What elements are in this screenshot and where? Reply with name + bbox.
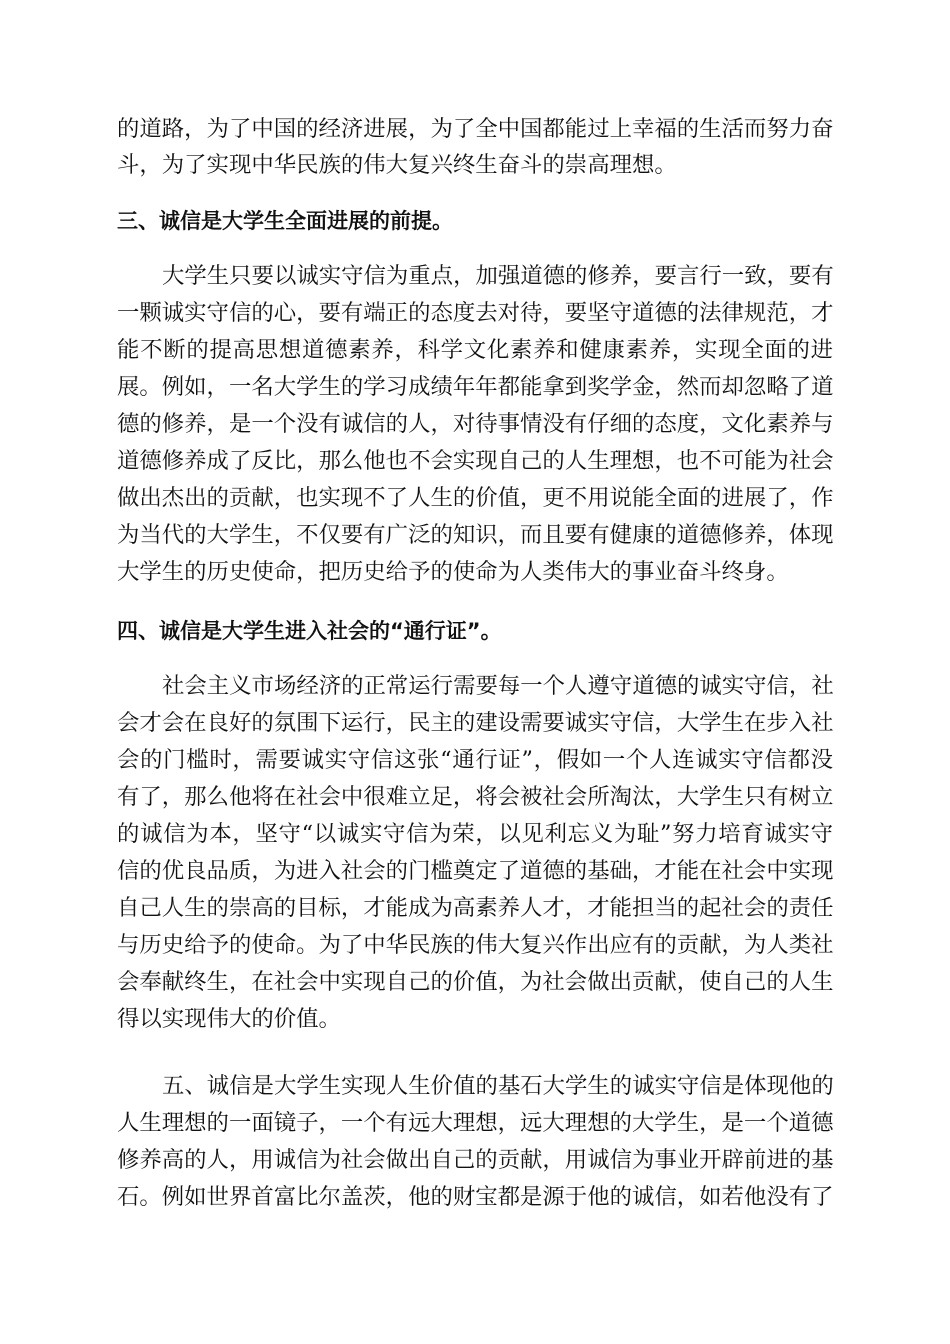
paragraph-line: 大学生的历史使命，把历史给予的使命为人类伟大的事业奋斗终身。 [117, 559, 789, 585]
paragraph-line: 大学生只要以诚实守信为重点，加强道德的修养，要言行一致，要有 [162, 263, 834, 289]
paragraph-line: 信的优良品质，为进入社会的门槛奠定了道德的基础，才能在社会中实现 [117, 858, 834, 884]
paragraph-line: 展。例如，一名大学生的学习成绩年年都能拿到奖学金，然而却忽略了道 [117, 374, 834, 400]
section-heading-3: 三、诚信是大学生全面进展的前提。 [117, 209, 453, 233]
paragraph-line: 德的修养，是一个没有诚信的人，对待事情没有仔细的态度，文化素养与 [117, 411, 834, 437]
paragraph-line: 有了，那么他将在社会中很难立足，将会被社会所淘汰，大学生只有树立 [117, 784, 834, 810]
paragraph-line: 会的门槛时，需要诚实守信这张“通行证”，假如一个人连诚实守信都没 [117, 747, 833, 773]
paragraph-line: 道德修养成了反比，那么他也不会实现自己的人生理想，也不可能为社会 [117, 448, 834, 474]
paragraph-line: 会才会在良好的氛围下运行，民主的建设需要诚实守信，大学生在步入社 [117, 710, 834, 736]
paragraph-line: 的诚信为本，坚守“以诚实守信为荣，以见利忘义为耻”努力培育诚实守 [117, 821, 833, 847]
paragraph-line: 能不断的提高思想道德素养，科学文化素养和健康素养，实现全面的进 [117, 337, 833, 363]
paragraph-line: 会奉献终生，在社会中实现自己的价值，为社会做出贡献，使自己的人生 [117, 969, 834, 995]
paragraph-line: 斗，为了实现中华民族的伟大复兴终生奋斗的崇高理想。 [117, 152, 677, 178]
paragraph-line: 为当代的大学生，不仅要有广泛的知识，而且要有健康的道德修养，体现 [117, 522, 834, 548]
paragraph-line: 的道路，为了中国的经济进展，为了全中国都能过上幸福的生活而努力奋 [117, 116, 834, 142]
paragraph-line: 人生理想的一面镜子，一个有远大理想，远大理想的大学生，是一个道德 [117, 1110, 834, 1136]
paragraph-line: 自己人生的崇高的目标，才能成为高素养人才，才能担当的起社会的责任 [117, 895, 834, 921]
paragraph-line: 做出杰出的贡献，也实现不了人生的价值，更不用说能全面的进展了，作 [117, 485, 834, 511]
paragraph-line: 修养高的人，用诚信为社会做出自己的贡献，用诚信为事业开辟前进的基 [117, 1147, 834, 1173]
paragraph-line: 五、诚信是大学生实现人生价值的基石大学生的诚实守信是体现他的 [162, 1073, 834, 1099]
paragraph-line: 一颗诚实守信的心，要有端正的态度去对待，要坚守道德的法律规范，才 [117, 300, 834, 326]
paragraph-line: 与历史给予的使命。为了中华民族的伟大复兴作出应有的贡献，为人类社 [117, 932, 834, 958]
paragraph-line: 得以实现伟大的价值。 [117, 1006, 341, 1032]
section-heading-4: 四、诚信是大学生进入社会的“通行证”。 [117, 619, 502, 643]
paragraph-line: 石。例如世界首富比尔盖茨，他的财宝都是源于他的诚信，如若他没有了 [117, 1184, 834, 1210]
paragraph-line: 社会主义市场经济的正常运行需要每一个人遵守道德的诚实守信，社 [162, 673, 834, 699]
